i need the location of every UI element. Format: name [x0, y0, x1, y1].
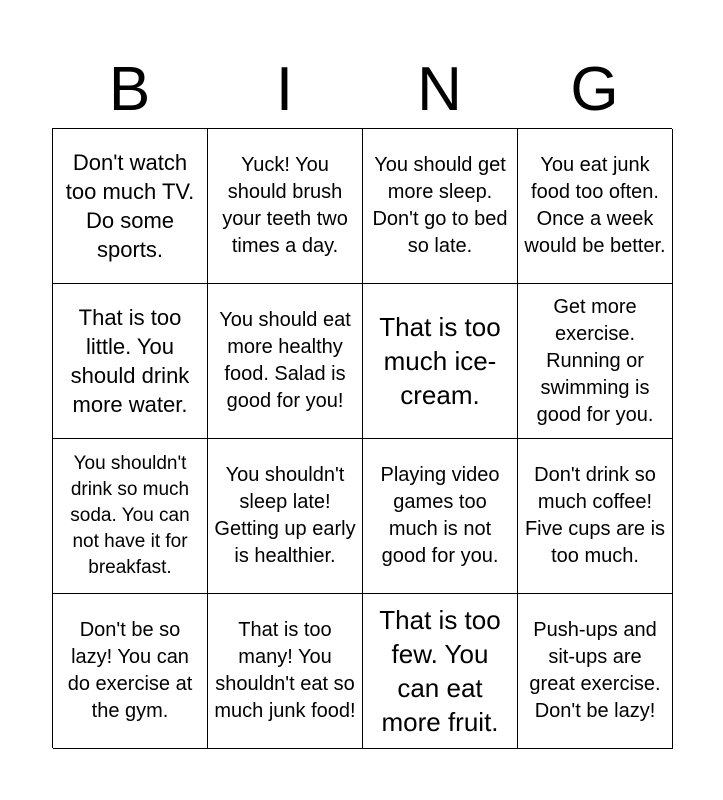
bingo-cell[interactable] [363, 129, 518, 284]
bingo-cell[interactable] [518, 284, 673, 439]
bingo-cell[interactable] [518, 439, 673, 594]
cell-text: You shouldn't drink so much soda. You can not have it for breakfast. [70, 453, 190, 578]
bingo-cell[interactable] [53, 129, 208, 284]
bingo-cell[interactable] [518, 129, 673, 284]
cell-text: That is too much ice-cream. [379, 312, 501, 410]
cell-text: Don't watch too much TV. Do some sports. [65, 150, 195, 262]
bingo-cell[interactable] [208, 594, 363, 749]
bingo-cell[interactable] [363, 439, 518, 594]
header-letter-b: B [108, 55, 151, 124]
cell-text: That is too little. You should drink more water. [70, 305, 190, 417]
bingo-cell[interactable] [363, 284, 518, 439]
bingo-cell[interactable] [208, 129, 363, 284]
cell-text: Don't drink so much coffee! Five cups are is too much. [524, 464, 666, 567]
bingo-board [52, 128, 672, 748]
bingo-cell[interactable] [53, 284, 208, 439]
bingo-cell[interactable] [208, 284, 363, 439]
cell-text: Push-ups and sit-ups are great exercise. Don't be lazy! [529, 619, 661, 722]
cell-text: You eat junk food too often. Once a week would be better. [524, 154, 666, 257]
bingo-cell[interactable] [518, 594, 673, 749]
bingo-cell[interactable] [53, 439, 208, 594]
cell-text: You should eat more healthy food. Salad is good for you! [219, 309, 351, 412]
header-letter-n: N [417, 55, 462, 124]
cell-text: That is too many! You shouldn't eat so much junk food! [214, 619, 356, 722]
cell-text: Get more exercise. Running or swimming is good for you. [536, 295, 654, 426]
bingo-cell[interactable] [53, 594, 208, 749]
bingo-cell[interactable] [363, 594, 518, 749]
bingo-header [52, 52, 672, 128]
header-letter-i: I [275, 55, 294, 124]
cell-text: Playing video games too much is not good for you. [380, 464, 500, 567]
cell-text: You shouldn't sleep late! Getting up early is healthier. [214, 464, 356, 567]
cell-text: Don't be so lazy! You can do exercise at the gym. [67, 619, 193, 722]
bingo-cell[interactable] [208, 439, 363, 594]
cell-text: That is too few. You can eat more fruit. [379, 605, 501, 737]
header-letter-g: G [570, 55, 619, 124]
cell-text: Yuck! You should brush your teeth two times a day. [222, 154, 348, 257]
cell-text: You should get more sleep. Don't go to bed so late. [372, 154, 508, 257]
